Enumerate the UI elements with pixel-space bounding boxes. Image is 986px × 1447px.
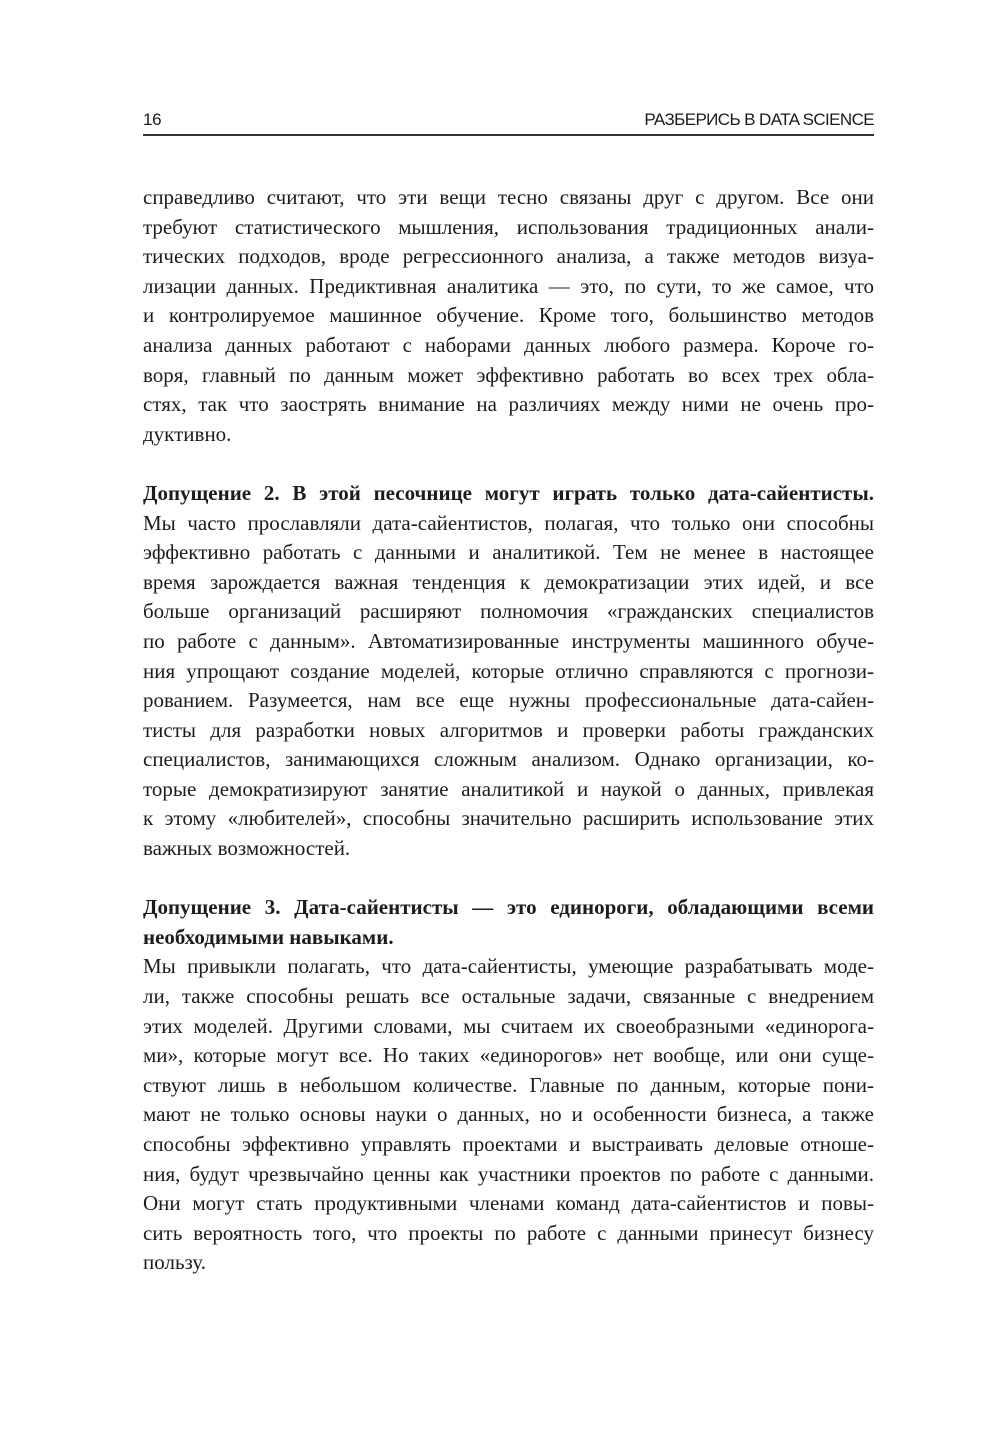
- text-line: требуют статистического мышления, использования традиционных анали-: [143, 214, 874, 239]
- heading-line: необходимыми навыками.: [143, 924, 394, 949]
- assumption-2-heading: [143, 479, 874, 509]
- text-line: важных возможностей.: [143, 836, 351, 861]
- text-line: сить вероятность того, что проекты по работе с данными принесут бизнесу: [143, 1220, 874, 1245]
- assumption-3-heading: [143, 893, 874, 952]
- text-line: воря, главный по данным может эффективно работать во всех трех обла-: [143, 362, 874, 387]
- text-line: справедливо считают, что эти вещи тесно связаны друг с другом. Все они: [143, 185, 874, 209]
- running-title: РАЗБЕРИСЬ В DATA SCIENCE: [644, 110, 874, 129]
- heading-line: Допущение 2. В этой песочнице могут играть только дата-сайентисты.: [143, 480, 874, 505]
- text-line: время зарождается важная тенденция к демократизации этих идей, и все: [143, 569, 874, 594]
- text-line: способны эффективно управлять проектами и выстраивать деловые отноше-: [143, 1132, 874, 1156]
- text-line: ствуют лишь в небольшом количестве. Главные по данным, которые пони-: [143, 1072, 874, 1097]
- text-line: ния, будут чрезвычайно ценны как участники проектов по работе с данными.: [143, 1161, 874, 1186]
- paragraph-3: [143, 952, 874, 1278]
- text-line: Они могут стать продуктивными членами команд дата-сайентистов и повы-: [143, 1191, 874, 1216]
- text-line: Мы часто прославляли дата-сайентистов, полагая, что только они способны: [143, 510, 874, 535]
- text-line: эффективно работать с данными и аналитикой. Тем не менее в настоящее: [143, 540, 874, 565]
- text-line: анализа данных работают с наборами данных любого размера. Короче го-: [143, 332, 874, 357]
- text-line: ми», которые могут все. Но таких «единорогов» нет вообще, или они суще-: [143, 1043, 874, 1068]
- text-line: специалистов, занимающихся сложным анализом. Однако организации, ко-: [143, 747, 874, 772]
- running-header: [143, 108, 874, 136]
- text-line: мают не только основы науки о данных, но и особенности бизнеса, а также: [143, 1102, 874, 1127]
- heading-line: Допущение 3. Дата-сайентисты — это единороги, обладающими всеми: [143, 895, 874, 920]
- text-line: и контролируемое машинное обучение. Кроме того, большинство методов: [143, 303, 874, 328]
- text-line: стях, так что заострять внимание на различиях между ними не очень про-: [143, 392, 874, 417]
- text-line: торые демократизируют занятие аналитикой и наукой о данных, привлекая: [143, 776, 874, 801]
- paragraph-gap: [143, 449, 874, 479]
- paragraph-gap: [143, 864, 874, 894]
- body-text: [143, 183, 874, 1278]
- text-line: тических подходов, вроде регрессионного анализа, а также методов визуа-: [143, 244, 874, 269]
- paragraph-2: [143, 509, 874, 864]
- text-line: рованием. Разумеется, нам все еще нужны профессиональные дата-сайен-: [143, 688, 874, 713]
- page-number: 16: [143, 110, 162, 129]
- text-line: лизации данных. Предиктивная аналитика — это, по сути, то же самое, что: [143, 273, 874, 298]
- text-line: Мы привыкли полагать, что дата-сайентисты, умеющие разрабатывать моде-: [143, 954, 874, 979]
- text-line: ния упрощают создание моделей, которые отлично справляются с прогнози-: [143, 658, 874, 683]
- text-line: тисты для разработки новых алгоритмов и проверки работы гражданских: [143, 717, 874, 742]
- paragraph-1: [143, 183, 874, 449]
- text-line: этих моделей. Другими словами, мы считаем их своеобразными «единорога-: [143, 1013, 874, 1038]
- text-line: ли, также способны решать все остальные задачи, связанные с внедрением: [143, 984, 874, 1009]
- text-line: пользу.: [143, 1250, 207, 1275]
- text-line: к этому «любителей», способны значительно расширить использование этих: [143, 806, 874, 831]
- text-line: дуктивно.: [143, 421, 232, 446]
- text-line: больше организаций расширяют полномочия «гражданских специалистов: [143, 599, 874, 624]
- text-line: по работе с данным». Автоматизированные инструменты машинного обуче-: [143, 628, 874, 653]
